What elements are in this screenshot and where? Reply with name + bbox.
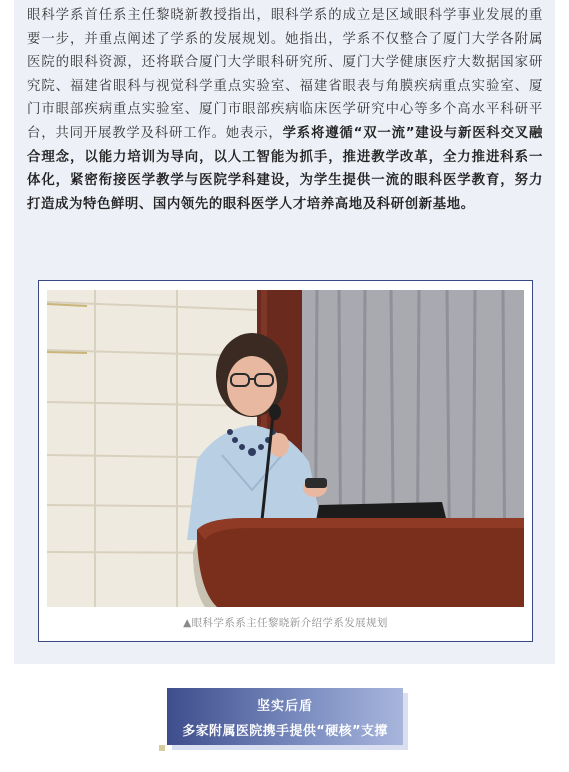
banner-subtitle: 多家附属医院携手提供“硬核”支撑 — [182, 724, 388, 739]
article-text: 眼科学系首任系主任黎晓新教授指出，眼科学系的成立是区域眼科学事业发展的重要一步，并重点阐述了学系的发展规划。她指出，学系不仅整合了厦门大学各附属医院的眼科资源，还将联合厦门大学眼科研究所、厦门大学健康医疗大数据国家研究院、福建省眼科与视觉科学重点实验室、福建省眼表与角膜疾病重点实验室、厦门市眼部疾病重点实验室、厦门市眼部疾病临床医学研究中心等多个高水平科研平台，共同开展教学及科研工作。她表示， — [27, 8, 543, 141]
banner-decoration — [159, 745, 165, 751]
speaker-photo — [47, 290, 524, 607]
photo-caption: ▲眼科学系系主任黎晓新介绍学系发展规划 — [183, 617, 388, 629]
section-banner — [167, 688, 403, 745]
article-paragraph — [27, 4, 543, 216]
photo-frame — [38, 280, 533, 642]
banner-title: 坚实后盾 — [256, 699, 313, 714]
article-text-emphasis: 学系将遵循“双一流”建设与新医科交叉融合理念，以能力培训为导向，以人工智能为抓手，推进教学改革，全力推进科系一体化，紧密衔接医学教学与医院学科建设，为学生提供一流的眼科医学教育，努力打造成为特色鲜明、国内领先的眼科医学人才培养高地及科研创新基地。 — [27, 125, 543, 212]
